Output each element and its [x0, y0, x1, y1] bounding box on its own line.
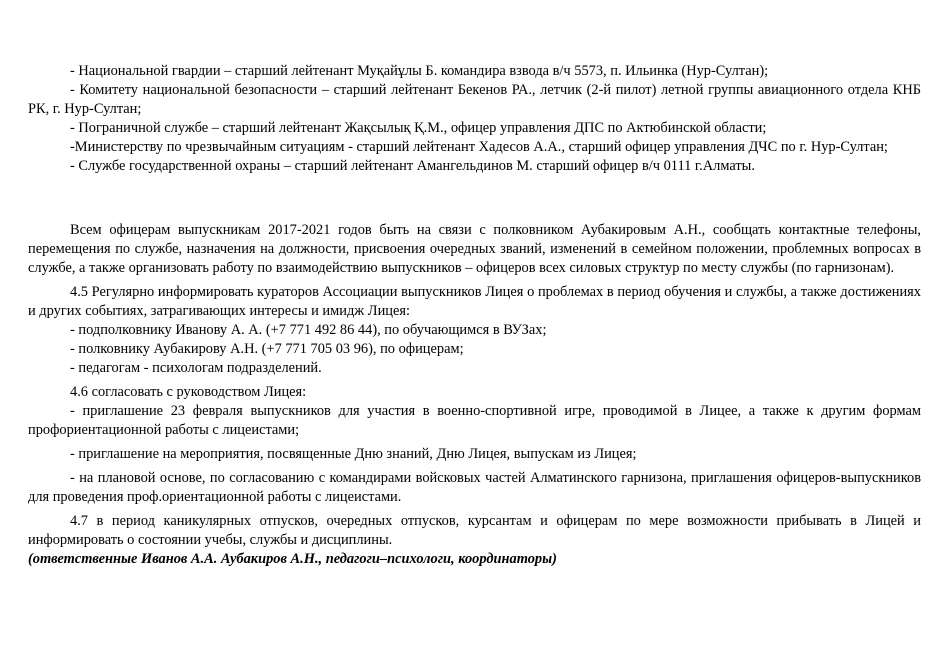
list-item-aubakirov: - полковнику Аубакирову А.Н. (+7 771 705 03 96), по офицерам;	[70, 341, 464, 357]
list-item-ivanov: - подполковнику Иванову А. А. (+7 771 492 86 44), по обучающимся в ВУЗах;	[70, 322, 547, 338]
list-item-events: - приглашение на мероприятия, посвященные Дню знаний, Дню Лицея, выпускам из Лицея;	[70, 446, 637, 462]
responsible-persons: (ответственные Иванов А.А. Аубакиров А.Н., педагоги–психологи, координаторы)	[28, 551, 557, 567]
section-assignments	[28, 62, 921, 176]
section-instructions	[28, 221, 921, 569]
paragraph-knb: - Комитету национальной безопасности – старший лейтенант Бекенов РА., летчик (2-й пилот) летной группы авиационного отдела КНБ РК, г. Нур-Султан;	[28, 82, 921, 117]
paragraph-4-6: 4.6 согласовать с руководством Лицея:	[70, 384, 307, 400]
list-item-psychologists: - педагогам - психологам подразделений.	[70, 360, 322, 376]
paragraph-border-service: - Пограничной службе – старший лейтенант Жақсылық Қ.М., офицер управления ДПС по Актюбинской области;	[70, 120, 767, 136]
list-item-feb-23: - приглашение 23 февраля выпускников для участия в военно-спортивной игре, проводимой в Лицее, а также к другим формам профориентационной работы с лицеистами;	[28, 403, 921, 438]
paragraph-contact-instructions: Всем офицерам выпускникам 2017-2021 годов быть на связи с полковником Аубакировым А.Н., сообщать контактные телефоны, перемещения по службе, назначения на должности, присвоения очередных званий, изменений в семейном положении, проблемных вопросах в службе, а также организовать работу по взаимодействию выпускников – офицеров всех силовых структур по месту службы (по гарнизонам).	[28, 222, 921, 276]
list-item-planned-basis: - на плановой основе, по согласованию с командирами войсковых частей Алматинского гарнизона, приглашения офицеров-выпускников для проведения проф.ориентационной работы с лицеистами.	[28, 470, 921, 505]
spacer	[28, 176, 921, 221]
paragraph-4-5: 4.5 Регулярно информировать кураторов Ассоциации выпускников Лицея о проблемах в период обучения и службы, а также достижениях и других событиях, затрагивающих интересы и имидж Лицея:	[28, 284, 921, 319]
paragraph-emergency-ministry: -Министерству по чрезвычайным ситуациям - старший лейтенант Хадесов А.А., старший офицер управления ДЧС по г. Нур-Султан;	[70, 139, 888, 155]
paragraph-4-7: 4.7 в период каникулярных отпусков, очередных отпусков, курсантам и офицерам по мере возможности прибывать в Лицей и информировать о состоянии учебы, службы и дисциплины.	[28, 513, 921, 548]
paragraph-state-guard: - Службе государственной охраны – старший лейтенант Амангельдинов М. старший офицер в/ч 0111 г.Алматы.	[70, 158, 755, 174]
paragraph-national-guard: - Национальной гвардии – старший лейтенант Муқайұлы Б. командира взвода в/ч 5573, п. Ильинка (Нур-Султан);	[70, 63, 769, 79]
document-page	[28, 62, 921, 569]
